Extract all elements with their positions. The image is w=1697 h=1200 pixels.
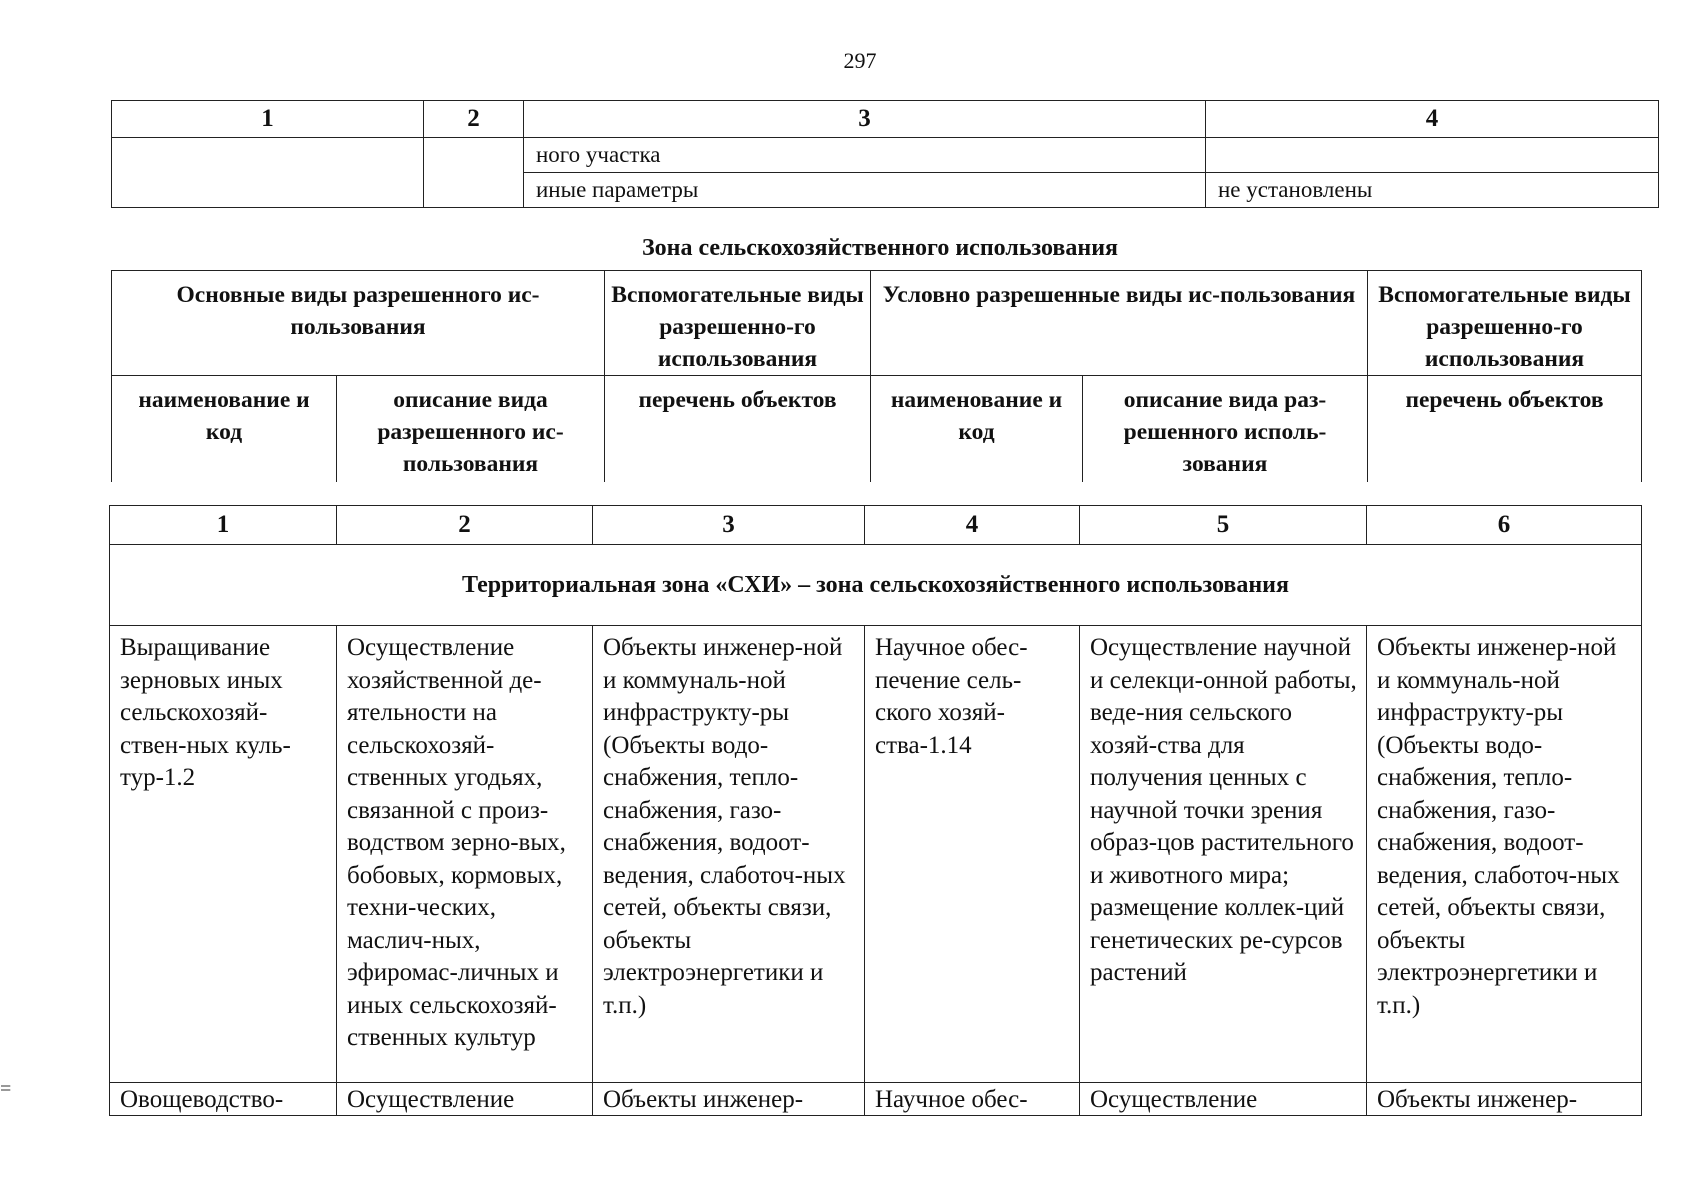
- column-number: 4: [1206, 101, 1659, 138]
- column-number: 3: [593, 506, 865, 545]
- group-header: Условно разрешенные виды ис-пользования: [871, 271, 1368, 376]
- table-cell: Осуществление научной и селекци-онной работы, веде-ния сельского хозяй-ства для получения ценных с научной точки зрения образ-цов растительного и животного мира; размещение коллек-ций генетических ре-сурсов растений: [1080, 626, 1367, 1083]
- group-header: Вспомогательные виды разрешенно-го использования: [1368, 271, 1642, 376]
- subheader: перечень объектов: [605, 376, 871, 483]
- subheader: перечень объектов: [1368, 376, 1642, 483]
- column-number: 2: [337, 506, 593, 545]
- table-header-row: [112, 101, 1659, 138]
- table-cell: [112, 138, 424, 208]
- subheader: описание вида раз-решенного исполь-зования: [1083, 376, 1368, 483]
- group-header-row: [112, 271, 1642, 376]
- group-header: Вспомогательные виды разрешенно-го использования: [605, 271, 871, 376]
- margin-mark: =: [0, 1078, 12, 1100]
- table-cell: Научное обес-: [865, 1083, 1080, 1116]
- table-cell: Осуществление: [337, 1083, 593, 1116]
- subheader: описание вида разрешенного ис-пользования: [337, 376, 605, 483]
- continuation-table: [111, 100, 1659, 208]
- table-row: [110, 1083, 1642, 1116]
- header-table: [111, 270, 1642, 482]
- table-cell: Выращивание зерновых иных сельскохозяй-ствен-ных куль-тур-1.2: [110, 626, 337, 1083]
- group-header: Основные виды разрешенного ис-пользования: [112, 271, 605, 376]
- column-number: 4: [865, 506, 1080, 545]
- table-cell: [1206, 138, 1659, 173]
- zone-heading: Зона сельскохозяйственного использования: [641, 235, 1119, 261]
- column-number: 6: [1367, 506, 1642, 545]
- table-cell: Осуществление: [1080, 1083, 1367, 1116]
- subheader-row: [112, 376, 1642, 483]
- table-cell: Объекты инженер-: [593, 1083, 865, 1116]
- main-table: [109, 505, 1642, 1116]
- column-number: 3: [524, 101, 1206, 138]
- table-row: [110, 626, 1642, 1083]
- column-number: 5: [1080, 506, 1367, 545]
- zone-title: Территориальная зона «СХИ» – зона сельскохозяйственного использования: [110, 545, 1642, 626]
- table-cell: Научное обес-печение сель-ского хозяй-ства-1.14: [865, 626, 1080, 1083]
- zone-title-row: [110, 545, 1642, 626]
- column-number: 1: [110, 506, 337, 545]
- column-number: 2: [424, 101, 524, 138]
- column-number-row: [110, 506, 1642, 545]
- table-cell: Осуществление хозяйственной де-ятельности на сельскохозяй-ственных угодьях, связанной с произ-водством зерно-вых, бобовых, кормовых, техни-ческих, маслич-ных, эфиромас-личных и иных сельскохозяй-ственных культур: [337, 626, 593, 1083]
- subheader: наименование и код: [871, 376, 1083, 483]
- table-cell: [424, 138, 524, 208]
- table-cell: ного участка: [524, 138, 1206, 173]
- page-number: 297: [843, 48, 877, 73]
- table-row: [112, 138, 1659, 173]
- subheader: наименование и код: [112, 376, 337, 483]
- table-cell: Овощеводство-: [110, 1083, 337, 1116]
- table-cell: Объекты инженер-ной и коммуналь-ной инфраструкту-ры (Объекты водо-снабжения, тепло-снабжения, газо-снабжения, водоот-ведения, слаботоч-ных сетей, объекты связи, объекты электроэнергетики и т.п.): [593, 626, 865, 1083]
- table-cell: Объекты инженер-ной и коммуналь-ной инфраструкту-ры (Объекты водо-снабжения, тепло-снабжения, газо-снабжения, водоот-ведения, слаботоч-ных сетей, объекты связи, объекты электроэнергетики и т.п.): [1367, 626, 1642, 1083]
- column-number: 1: [112, 101, 424, 138]
- table-cell: Объекты инженер-: [1367, 1083, 1642, 1116]
- table-cell: не установлены: [1206, 173, 1659, 208]
- table-cell: иные параметры: [524, 173, 1206, 208]
